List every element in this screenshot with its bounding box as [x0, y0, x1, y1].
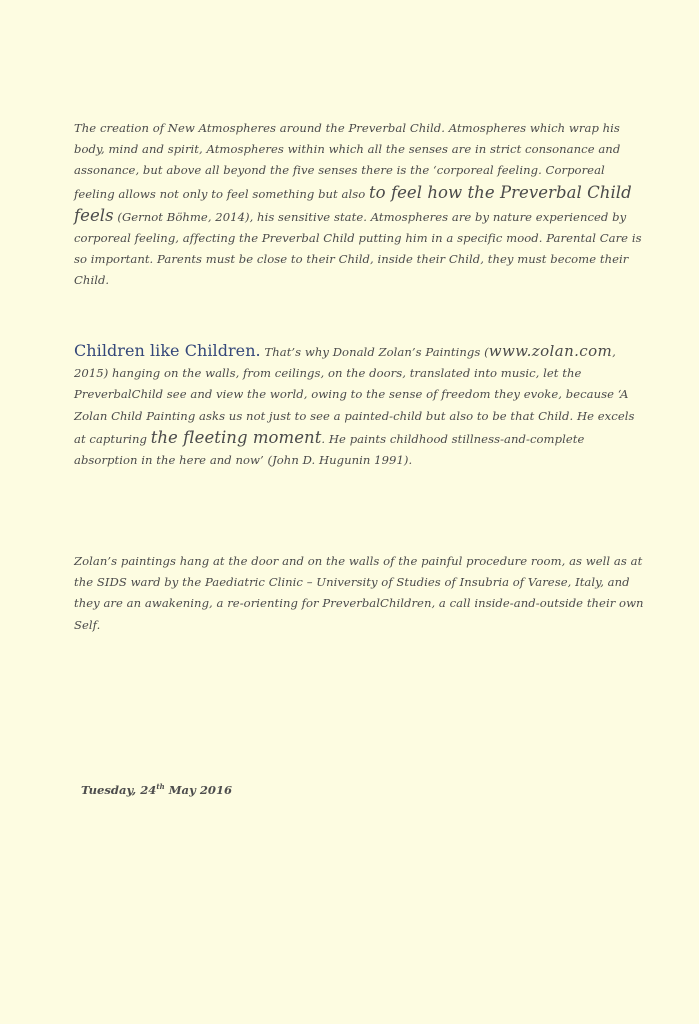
date-ordinal: th: [156, 782, 165, 791]
heading-children-like-children: Children like Children.: [74, 341, 261, 360]
emphasis-text: the fleeting moment: [150, 427, 322, 447]
date-rest: May 2016: [164, 783, 233, 797]
paragraph-text: , 2015) hanging on the walls, from ceilings, on the doors, translated into music, let the PreverbalChild see and view the world, owing to the sense of freedom they evoke, because ‘A Zolan Child Painting asks us not just to see a painted-child but also to be that Child. He excels at capturing: [74, 345, 635, 446]
paragraph-zolan-paintings: [74, 340, 644, 471]
paragraph-text: (Gernot Böhme, 2014), his sensitive state. Atmospheres are by nature experienced by corporeal feeling, affecting the Preverbal Child putting him in a specific mood. Parental Care is so important. Parents must be close to their Child, inside their Child, they must become their Child.: [74, 209, 642, 288]
emphasis-text: to feel how the Preverbal Child feels: [74, 182, 632, 225]
paragraph-text: That’s why Donald Zolan’s Paintings (: [260, 345, 489, 359]
paragraph-text: Zolan’s paintings hang at the door and on the walls of the painful procedure room, as well as at the SIDS ward by the Paediatric Clinic – University of Studies of Insubria of Varese, Italy, and they are an awakening, a re-orienting for PreverbalChildren, a call inside-and-outside their own Self.: [74, 554, 644, 632]
paragraph-atmospheres: [74, 118, 644, 292]
date-prefix: Tuesday, 24: [81, 783, 157, 797]
website-link[interactable]: www.zolan.com: [488, 342, 613, 360]
paragraph-procedure-room: [74, 551, 644, 636]
date-line: [81, 783, 232, 797]
paragraph-text: . He paints childhood stillness-and-complete absorption in the here and now’ (John D. Hugunin 1991).: [74, 431, 585, 468]
paragraph-text: The creation of New Atmospheres around the Preverbal Child. Atmospheres which wrap his body, mind and spirit, Atmospheres within which all the senses are in strict consonance and assonance, but above all beyond the five senses there is the ‘corporeal feeling. Corporeal feeling allows not only to feel something but also: [74, 121, 621, 201]
